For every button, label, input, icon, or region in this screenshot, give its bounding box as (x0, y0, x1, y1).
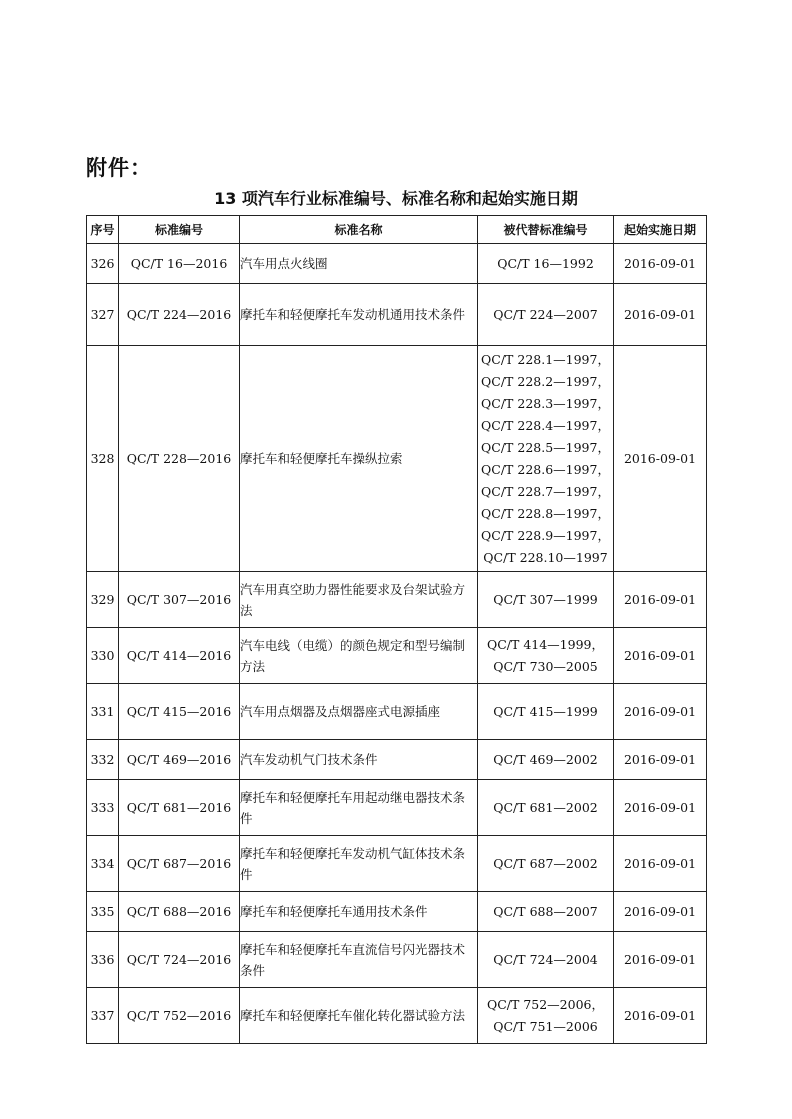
replaced-standard-code: QC/T 16—1992 (478, 244, 614, 284)
standard-name: 摩托车和轻便摩托车直流信号闪光器技术条件 (240, 932, 478, 988)
standard-code: QC/T 687—2016 (119, 836, 240, 892)
table-row (87, 932, 707, 988)
replaced-standard-code: QC/T 469—2002 (478, 740, 614, 780)
column-header-name: 标准名称 (240, 216, 478, 244)
replaced-standard-code: QC/T 415—1999 (478, 684, 614, 740)
standard-name: 摩托车和轻便摩托车发动机通用技术条件 (240, 284, 478, 346)
implementation-date: 2016-09-01 (614, 284, 707, 346)
replaced-standard-code: QC/T 724—2004 (478, 932, 614, 988)
row-number: 335 (87, 892, 119, 932)
replaced-standard-code: QC/T 414—1999， QC/T 730—2005 (478, 628, 614, 684)
standard-code: QC/T 681—2016 (119, 780, 240, 836)
table-row (87, 346, 707, 572)
implementation-date: 2016-09-01 (614, 932, 707, 988)
standard-code: QC/T 224—2016 (119, 284, 240, 346)
standard-name: 摩托车和轻便摩托车用起动继电器技术条件 (240, 780, 478, 836)
row-number: 330 (87, 628, 119, 684)
document-title: 13 项汽车行业标准编号、标准名称和起始实施日期 (214, 189, 578, 208)
attachment-heading: 附件： (86, 156, 152, 180)
standard-code: QC/T 469—2016 (119, 740, 240, 780)
table-row (87, 684, 707, 740)
standard-code: QC/T 414—2016 (119, 628, 240, 684)
implementation-date: 2016-09-01 (614, 892, 707, 932)
implementation-date: 2016-09-01 (614, 684, 707, 740)
standard-name: 汽车发动机气门技术条件 (240, 740, 478, 780)
table-row (87, 892, 707, 932)
table-row (87, 628, 707, 684)
implementation-date: 2016-09-01 (614, 244, 707, 284)
row-number: 336 (87, 932, 119, 988)
table-row (87, 284, 707, 346)
implementation-date: 2016-09-01 (614, 740, 707, 780)
implementation-date: 2016-09-01 (614, 836, 707, 892)
row-number: 327 (87, 284, 119, 346)
table-row (87, 740, 707, 780)
column-header-replaces: 被代替标准编号 (478, 216, 614, 244)
row-number: 337 (87, 988, 119, 1044)
standard-code: QC/T 415—2016 (119, 684, 240, 740)
standard-code: QC/T 16—2016 (119, 244, 240, 284)
replaced-standard-code: QC/T 307—1999 (478, 572, 614, 628)
standard-code: QC/T 688—2016 (119, 892, 240, 932)
standard-code: QC/T 752—2016 (119, 988, 240, 1044)
table-row (87, 780, 707, 836)
table-row (87, 572, 707, 628)
column-header-code: 标准编号 (119, 216, 240, 244)
implementation-date: 2016-09-01 (614, 346, 707, 572)
column-header-date: 起始实施日期 (614, 216, 707, 244)
replaced-standard-code: QC/T 687—2002 (478, 836, 614, 892)
replaced-standard-code: QC/T 752—2006， QC/T 751—2006 (478, 988, 614, 1044)
replaced-standard-code: QC/T 224—2007 (478, 284, 614, 346)
column-header-no: 序号 (87, 216, 119, 244)
row-number: 333 (87, 780, 119, 836)
row-number: 326 (87, 244, 119, 284)
standard-name: 汽车电线（电缆）的颜色规定和型号编制方法 (240, 628, 478, 684)
standard-name: 摩托车和轻便摩托车操纵拉索 (240, 346, 478, 572)
row-number: 328 (87, 346, 119, 572)
standards-table (86, 215, 707, 1044)
standard-code: QC/T 724—2016 (119, 932, 240, 988)
implementation-date: 2016-09-01 (614, 572, 707, 628)
replaced-standard-code: QC/T 688—2007 (478, 892, 614, 932)
table-header-row (87, 216, 707, 244)
standard-name: 汽车用点烟器及点烟器座式电源插座 (240, 684, 478, 740)
standard-name: 汽车用真空助力器性能要求及台架试验方法 (240, 572, 478, 628)
standard-name: 摩托车和轻便摩托车通用技术条件 (240, 892, 478, 932)
row-number: 332 (87, 740, 119, 780)
replaced-standard-code: QC/T 681—2002 (478, 780, 614, 836)
standard-name: 摩托车和轻便摩托车发动机气缸体技术条件 (240, 836, 478, 892)
table-row (87, 988, 707, 1044)
standard-name: 汽车用点火线圈 (240, 244, 478, 284)
table-row (87, 836, 707, 892)
standard-code: QC/T 228—2016 (119, 346, 240, 572)
implementation-date: 2016-09-01 (614, 780, 707, 836)
table-row (87, 244, 707, 284)
row-number: 331 (87, 684, 119, 740)
implementation-date: 2016-09-01 (614, 988, 707, 1044)
replaced-standard-code: QC/T 228.1—1997， QC/T 228.2—1997， QC/T 228.3—1997， QC/T 228.4—1997， QC/T 228.5—1997， QC/T 228.6—1997， QC/T 228.7—1997， QC/T 228.8—1997， QC/T 228.9—1997， QC/T 228.10—1997 (478, 346, 614, 572)
implementation-date: 2016-09-01 (614, 628, 707, 684)
row-number: 334 (87, 836, 119, 892)
standard-code: QC/T 307—2016 (119, 572, 240, 628)
row-number: 329 (87, 572, 119, 628)
standard-name: 摩托车和轻便摩托车催化转化器试验方法 (240, 988, 478, 1044)
